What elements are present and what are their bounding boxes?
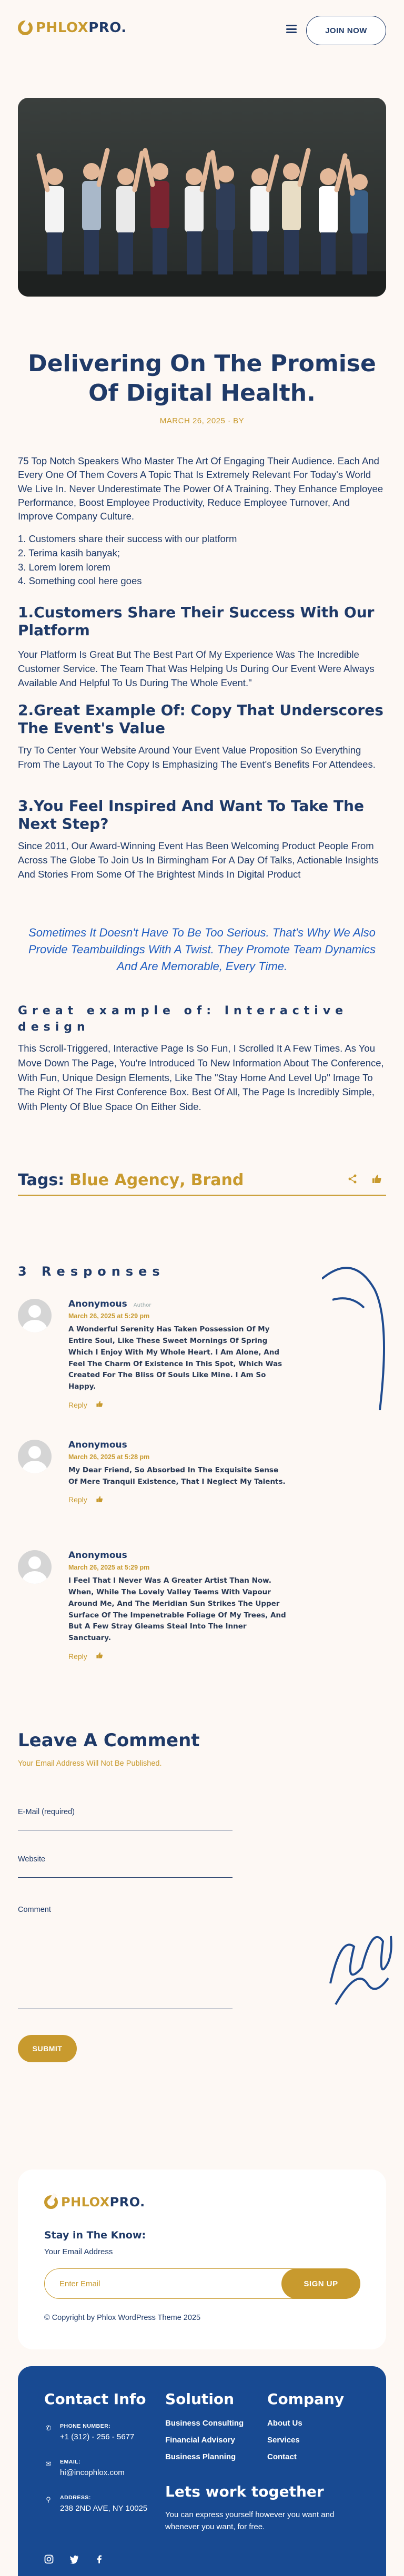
copyright-text: © Copyright by Phlox WordPress Theme 2025 — [44, 2314, 201, 2322]
reply-link[interactable]: Reply — [68, 1652, 87, 1661]
lets-work-together-text: You can express yourself however you want and whenever you want, for free. — [165, 2510, 335, 2531]
comment-label: Comment — [18, 1906, 51, 1914]
list-item: 4. Something cool here goes — [18, 575, 142, 587]
article-closing: This Scroll-Triggered, Interactive Page Is So Fun, I Scrolled It A Few Times. As You Move Down The Page, You're Introduced To New Information About The Conference, With Fun, Unique Design Elements, Like The "Stay Home And Level Up" Image To The Right Of The First Conference Box. Best Of All, The Page Is Incredibly Simple, With Plenty Of Blue Space On Either Side. — [18, 1043, 384, 1112]
email-row — [44, 2459, 125, 2477]
lets-work-together-title: Lets work together — [165, 2483, 324, 2500]
comment-text: My Dear Friend, So Absorbed In The Exquisite Sense Of Mere Tranquil Existence, That I Neglect My Talents. — [68, 1466, 286, 1486]
logo-mark-icon — [44, 2195, 58, 2209]
article-title: Delivering On The Promise Of Digital Health. — [28, 350, 376, 407]
twitter-icon[interactable] — [69, 2554, 79, 2567]
footer-link-about-us[interactable]: About Us — [267, 2419, 302, 2428]
tag-separator: , — [179, 1170, 186, 1189]
phone-value[interactable]: +1 (312) - 256 - 5677 — [60, 2432, 135, 2441]
logo-mark-icon — [18, 21, 33, 35]
list-item: 3. Lorem lorem lorem — [18, 561, 110, 573]
footer-logo[interactable] — [44, 2195, 145, 2210]
avatar — [18, 1550, 52, 1584]
author-badge: Author — [133, 1302, 152, 1308]
comment-text: A Wonderful Serenity Has Taken Possession Of My Entire Soul, Like These Sweet Mornings Of Spring Which I Enjoy With My Whole Heart. I Am Alone, And Feel The Charm Of Existence In This Spot, Which Was Created For The Bliss Of Souls Like Mine. I Am So Happy. — [68, 1325, 282, 1391]
tag-link[interactable]: Brand — [190, 1170, 244, 1189]
website-field[interactable] — [18, 1860, 233, 1876]
logo-text-part2: PRO. — [88, 20, 127, 36]
thumbs-up-icon[interactable] — [371, 1174, 382, 1187]
logo-text-part2: PRO. — [109, 2195, 145, 2210]
section-heading: 2.Great Example Of: Copy That Underscores The Event's Value — [18, 701, 383, 737]
company-title: Company — [267, 2390, 345, 2408]
comment-author: Anonymous — [68, 1550, 127, 1561]
decorative-curve-icon — [322, 1258, 396, 1410]
comment-author: Anonymous — [68, 1299, 127, 1309]
article-quote: Sometimes It Doesn't Have To Be Too Serious. That's Why We Also Provide Teambuildings With A Twist. They Promote Team Dynamics And Are Memorable, Every Time. — [28, 926, 376, 973]
phone-row — [44, 2423, 134, 2441]
newsletter-title: Stay in The Know: — [44, 2229, 146, 2241]
article-intro: 75 Top Notch Speakers Who Master The Art Of Engaging Their Audience. Each And Every One Of Them Covers A Topic That Is Extremely Relevant For Today's World We Live In. Never Underestimate The Power Of A Training. They Enhance Employee Performance, Boost Employee Productivity, Reduce Employee Turnover, And Improve Company Culture. — [18, 455, 383, 522]
decorative-spiral-icon — [325, 1905, 393, 2010]
tags-row — [18, 1168, 386, 1192]
contact-info-title: Contact Info — [44, 2390, 146, 2408]
comment-author: Anonymous — [68, 1440, 127, 1450]
tags-label: Tags: — [18, 1170, 65, 1189]
leave-comment-title: Leave A Comment — [18, 1730, 200, 1751]
leave-comment-note: Your Email Address Will Not Be Published. — [18, 1759, 162, 1768]
email-icon: ✉ — [45, 2460, 52, 2468]
section-heading: 3.You Feel Inspired And Want To Take The Next Step? — [18, 797, 364, 832]
article-meta: MARCH 26, 2025 · BY — [159, 416, 245, 425]
tag-link[interactable]: Blue Agency — [69, 1170, 180, 1189]
interactive-design-heading: Great example of: Interactive design — [18, 1004, 348, 1034]
avatar — [18, 1440, 52, 1473]
section-heading: 1.Customers Share Their Success With Our Platform — [18, 604, 375, 639]
logo-text-part1: PHLOX — [36, 20, 89, 36]
section-text: Your Platform Is Great But The Best Part Of My Experience Was The Incredible Customer Service. The Team That Was Helping Us During Our Event Were Always Available And Helpful To Us During The Whole Event." — [18, 649, 375, 688]
tags-divider — [18, 1195, 386, 1196]
footer-link-business-consulting[interactable]: Business Consulting — [165, 2419, 244, 2428]
address-label: ADDRESS: — [60, 2494, 91, 2501]
phone-label: PHONE NUMBER: — [60, 2423, 111, 2429]
section-text: Try To Center Your Website Around Your Event Value Proposition So Everything From The Layout To The Copy Is Emphasizing The Event's Benefits For Attendees. — [18, 745, 376, 770]
footer-link-services[interactable]: Services — [267, 2436, 300, 2445]
sign-up-button[interactable]: SIGN UP — [281, 2268, 360, 2299]
logo-text-part1: PHLOX — [61, 2195, 110, 2210]
location-icon: ⚲ — [46, 2496, 51, 2503]
site-logo[interactable] — [18, 20, 127, 36]
footer-link-business-planning[interactable]: Business Planning — [165, 2452, 236, 2461]
newsletter-form — [44, 2268, 360, 2299]
avatar — [18, 1299, 52, 1332]
email-value[interactable]: hi@incophlox.com — [60, 2468, 125, 2477]
share-icon[interactable] — [347, 1174, 358, 1187]
thumbs-up-icon[interactable] — [96, 1652, 103, 1661]
website-underline — [18, 1877, 233, 1878]
comment-date: March 26, 2025 at 5:28 pm — [68, 1453, 150, 1461]
site-footer — [18, 2366, 386, 2576]
site-header — [0, 0, 404, 63]
phone-icon: ✆ — [45, 2424, 52, 2432]
footer-link-financial-advisory[interactable]: Financial Advisory — [165, 2436, 235, 2445]
hamburger-icon[interactable] — [286, 25, 297, 33]
comment-text: I Feel That I Never Was A Greater Artist Than Now. When, While The Lovely Valley Teems With Vapour Around Me, And The Meridian Sun Strikes The Upper Surface Of The Impenetrable Foliage Of My Trees, And But A Few Stray Gleams Steal Into The Inner Sanctuary. — [68, 1576, 286, 1643]
section-text: Since 2011, Our Award-Winning Event Has Been Welcoming Product People From Across The Globe To Join Us In Birmingham For A Day Of Talks, Actionable Insights And Stories From Some Of The Brightest Minds In Digital Product — [18, 840, 379, 880]
address-row — [44, 2494, 147, 2513]
thumbs-up-icon[interactable] — [96, 1400, 103, 1409]
comment-date: March 26, 2025 at 5:29 pm — [68, 1564, 150, 1571]
address-value: 238 2ND AVE, NY 10025 — [60, 2504, 148, 2513]
email-label: E-Mail (required) — [18, 1808, 75, 1816]
newsletter-card — [18, 2170, 386, 2349]
hero-image — [18, 98, 386, 297]
responses-title: 3 Responses — [18, 1264, 165, 1279]
newsletter-subtitle: Your Email Address — [44, 2247, 113, 2256]
comment-textarea[interactable] — [18, 1919, 233, 2009]
thumbs-up-icon[interactable] — [96, 1495, 103, 1504]
footer-link-contact[interactable]: Contact — [267, 2452, 297, 2461]
join-now-button[interactable]: JOIN NOW — [306, 16, 386, 45]
social-links — [44, 2554, 104, 2567]
reply-link[interactable]: Reply — [68, 1400, 87, 1409]
comment-date: March 26, 2025 at 5:29 pm — [68, 1312, 150, 1320]
email-field[interactable] — [18, 1813, 233, 1829]
website-label: Website — [18, 1855, 46, 1864]
article-list — [18, 532, 386, 588]
email-label-footer: EMAIL: — [60, 2459, 81, 2465]
facebook-icon[interactable] — [95, 2554, 104, 2567]
list-item: 1. Customers share their success with our platform — [18, 533, 237, 544]
instagram-icon[interactable] — [44, 2554, 54, 2567]
submit-button[interactable]: SUBMIT — [18, 2035, 77, 2062]
reply-link[interactable]: Reply — [68, 1495, 87, 1504]
newsletter-email-input[interactable] — [59, 2276, 249, 2291]
solution-title: Solution — [165, 2390, 235, 2408]
list-item: 2. Terima kasih banyak; — [18, 547, 120, 558]
